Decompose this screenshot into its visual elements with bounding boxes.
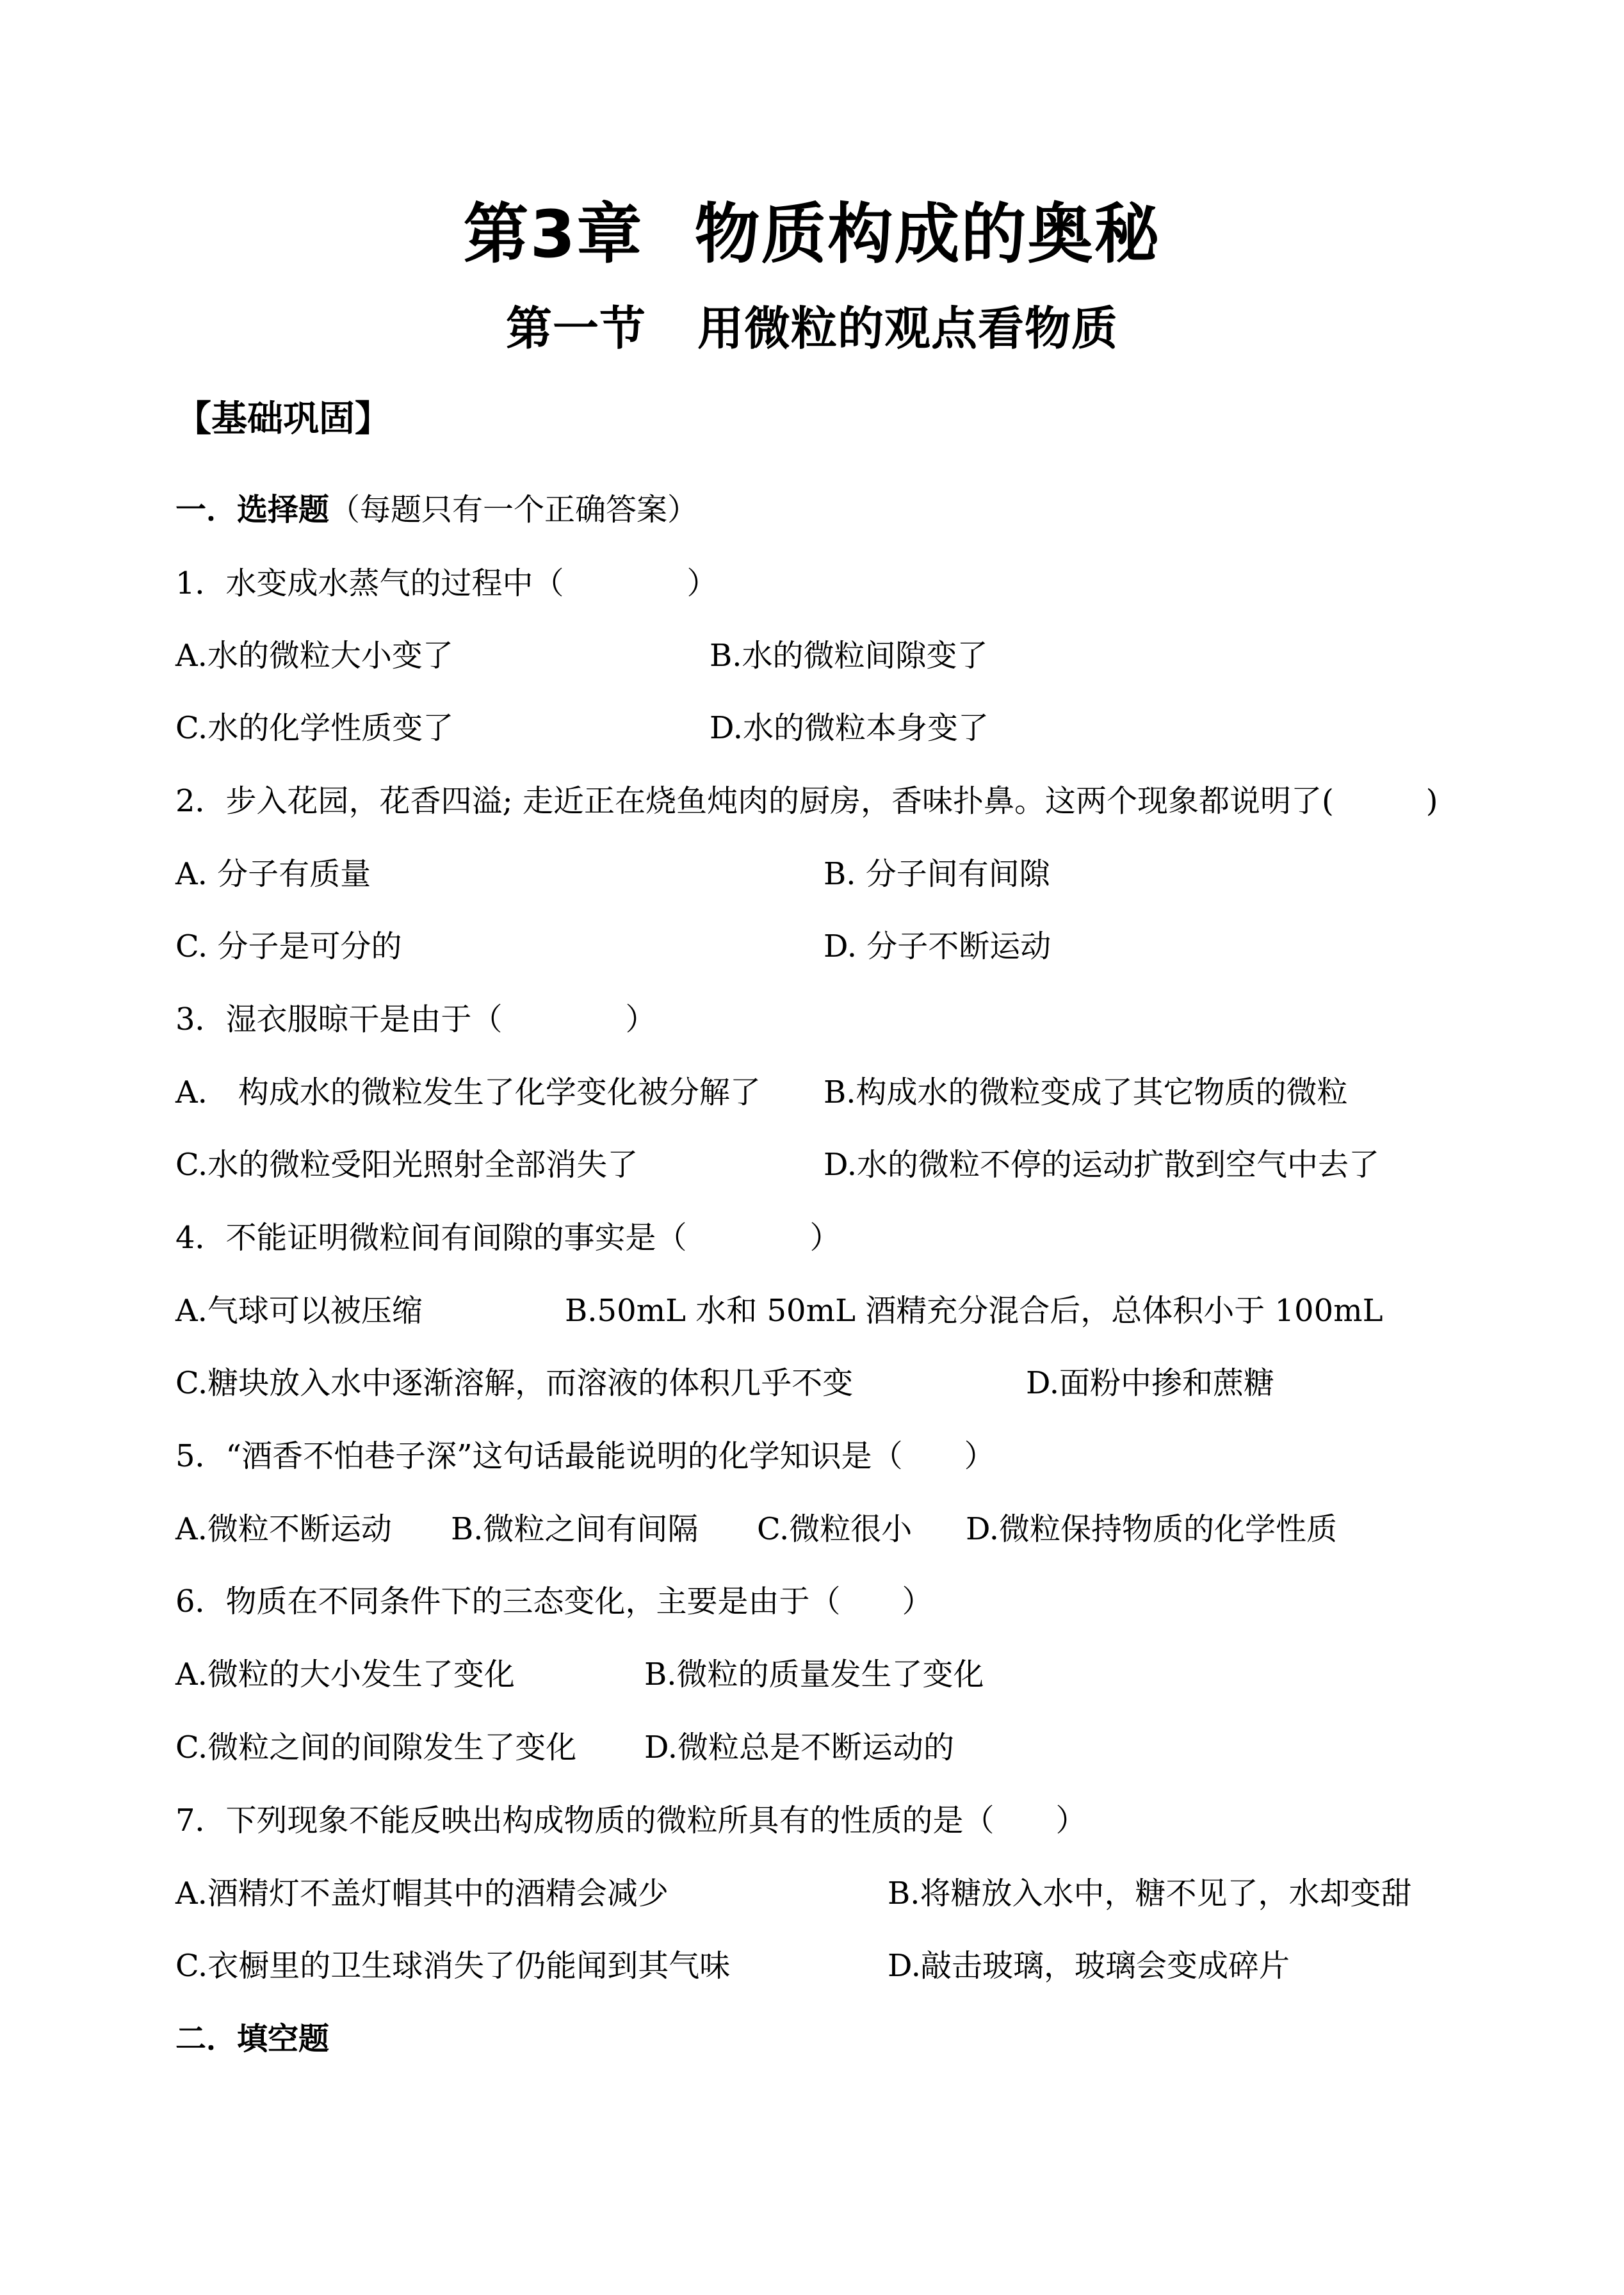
question-2-option-c: C. 分子是可分的 xyxy=(175,929,402,964)
section-number: 第一节 xyxy=(505,302,646,355)
question-5-option-d: D.微粒保持物质的化学性质 xyxy=(966,1511,1338,1547)
question-7-option-c: C.衣橱里的卫生球消失了仍能闻到其气味 xyxy=(175,1948,731,1984)
chapter-number: 第3章 xyxy=(463,197,644,273)
chapter-title xyxy=(0,182,1624,276)
question-3-option-d: D.水的微粒不停的运动扩散到空气中去了 xyxy=(824,1147,1380,1183)
question-4-option-d: D.面粉中掺和蔗糖 xyxy=(1026,1365,1275,1401)
question-3-option-b: B.构成水的微粒变成了其它物质的微粒 xyxy=(824,1075,1348,1110)
question-5-stem: 5．“酒香不怕巷子深”这句话最能说明的化学知识是（ ） xyxy=(175,1438,995,1474)
question-4-option-c: C.糖块放入水中逐渐溶解，而溶液的体积几乎不变 xyxy=(175,1365,854,1401)
question-7-option-a: A.酒精灯不盖灯帽其中的酒精会减少 xyxy=(175,1876,669,1911)
question-2-option-b: B. 分子间有间隙 xyxy=(824,856,1050,892)
question-4-stem: 4．不能证明微粒间有间隙的事实是（ ） xyxy=(175,1220,841,1256)
section-title xyxy=(0,291,1624,358)
question-2-stem: 2．步入花园，花香四溢; 走近正在烧鱼炖肉的厨房，香味扑鼻。这两个现象都说明了( ) xyxy=(175,783,1438,819)
question-6-stem: 6．物质在不同条件下的三态变化，主要是由于（ ） xyxy=(175,1584,933,1619)
question-2-option-d: D. 分子不断运动 xyxy=(824,929,1052,964)
question-1-stem: 1．水变成水蒸气的过程中（ ） xyxy=(175,565,718,601)
question-7-option-b: B.将糖放入水中，糖不见了，水却变甜 xyxy=(888,1876,1412,1911)
question-3-option-c: C.水的微粒受阳光照射全部消失了 xyxy=(175,1147,638,1183)
question-3-stem: 3．湿衣服晾干是由于（ ） xyxy=(175,1002,656,1037)
part2-heading xyxy=(175,2014,329,2058)
question-4-option-b: B.50mL 水和 50mL 酒精充分混合后，总体积小于 100mL xyxy=(565,1293,1383,1329)
question-1-option-b: B.水的微粒间隙变了 xyxy=(710,638,988,674)
part2-label: 二．填空题 xyxy=(175,2021,330,2057)
question-6-option-d: D.微粒总是不断运动的 xyxy=(644,1730,955,1765)
part1-label: 一．选择题 xyxy=(175,492,330,528)
question-7-stem: 7．下列现象不能反映出构成物质的微粒所具有的性质的是（ ） xyxy=(175,1803,1087,1838)
question-4-option-a: A.气球可以被压缩 xyxy=(175,1293,423,1329)
chapter-name: 物质构成的奥秘 xyxy=(694,197,1161,273)
question-6-option-c: C.微粒之间的间隙发生了变化 xyxy=(175,1730,577,1765)
question-5-option-b: B.微粒之间有间隔 xyxy=(451,1511,699,1547)
question-3-option-a: A. 构成水的微粒发生了化学变化被分解了 xyxy=(175,1075,761,1110)
question-1-option-a: A.水的微粒大小变了 xyxy=(175,638,453,674)
question-2-option-a: A. 分子有质量 xyxy=(175,856,371,892)
question-1-option-d: D.水的微粒本身变了 xyxy=(710,710,989,746)
question-5-option-a: A.微粒不断运动 xyxy=(175,1511,392,1547)
part1-heading xyxy=(175,485,698,529)
question-5-option-c: C.微粒很小 xyxy=(757,1511,913,1547)
section-name: 用微粒的观点看物质 xyxy=(697,302,1119,355)
part1-note: （每题只有一个正确答案） xyxy=(329,492,699,528)
subheading-basic-consolidation: 【基础巩固】 xyxy=(175,398,391,440)
question-6-option-a: A.微粒的大小发生了变化 xyxy=(175,1657,515,1692)
question-7-option-d: D.敲击玻璃，玻璃会变成碎片 xyxy=(888,1948,1290,1984)
question-6-option-b: B.微粒的质量发生了变化 xyxy=(644,1657,984,1692)
question-1-option-c: C.水的化学性质变了 xyxy=(175,710,454,746)
